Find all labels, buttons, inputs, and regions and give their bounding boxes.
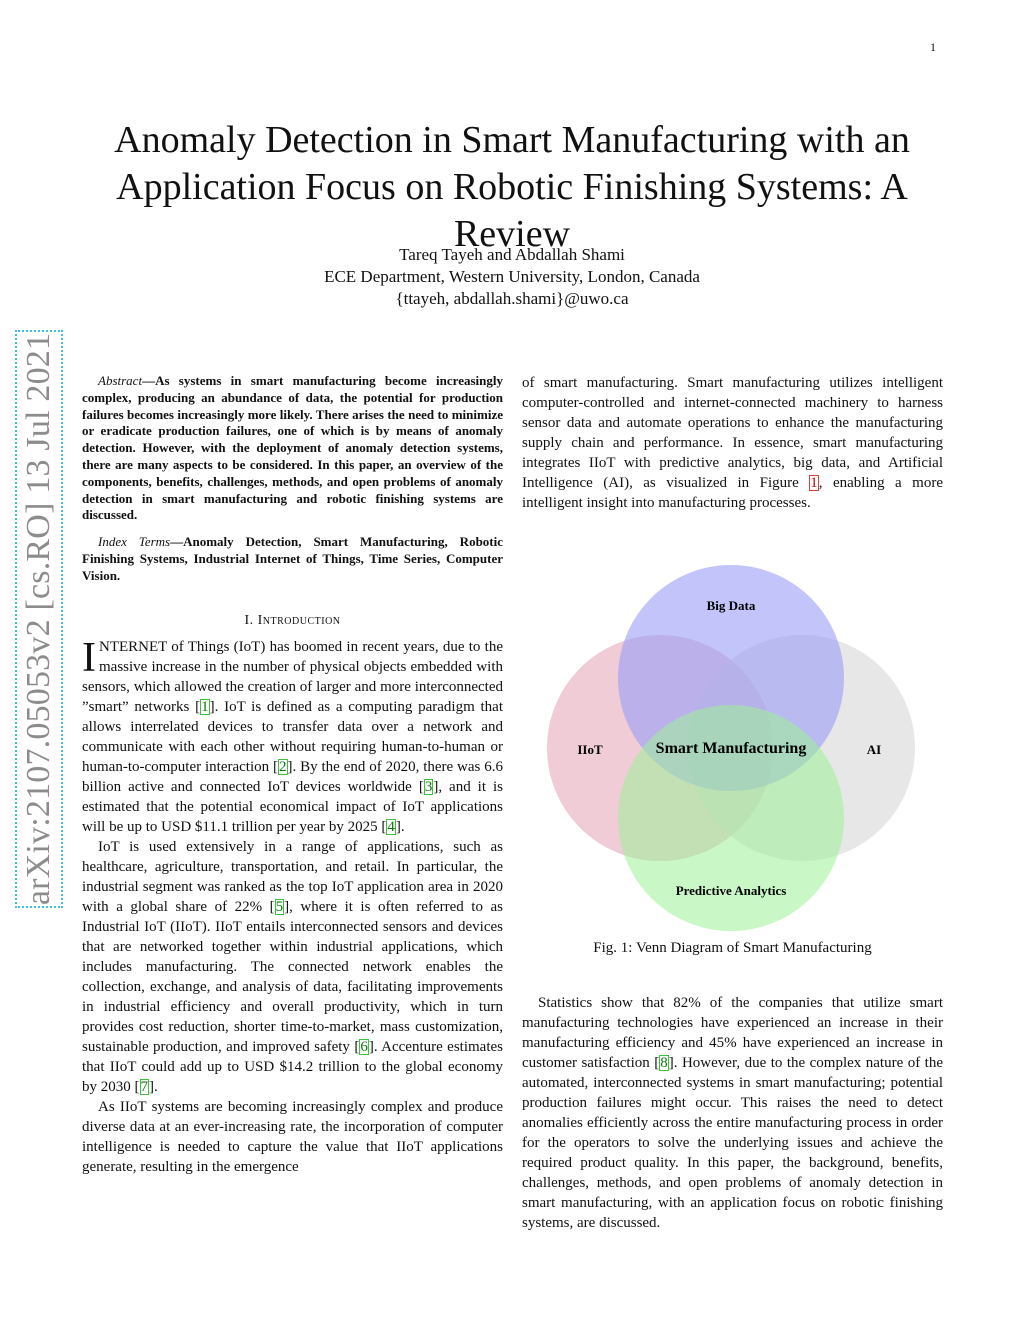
abstract-text: As systems in smart manufacturing become increasingly complex, producing an abundance of data, the potential for production failures becomes increasingly more likely. There arises the need to minimize or eradicate production failures, one of which is by means of anomaly detection. However, with the deployment of anomaly detection systems, there are many aspects to be considered. In this paper, an overview of the components, benefits, challenges, methods, and open problems of anomaly detection in smart manufacturing and robotic finishing systems are discussed. <box>82 373 503 523</box>
citation-link[interactable]: 5 <box>275 898 284 915</box>
venn-diagram-figure <box>540 560 930 940</box>
page-number: 1 <box>930 40 936 54</box>
citation-link[interactable]: 4 <box>387 818 395 835</box>
title-line: Application Focus on Robotic Finishing Systems: A <box>116 166 908 209</box>
label-iiot: IIoT <box>577 742 603 757</box>
citation-link[interactable]: 7 <box>140 1078 148 1095</box>
citation-link[interactable]: 1 <box>201 698 209 715</box>
text-run: . However, due to the complex nature of the automated, interconnected systems in smart manufacturing; potential production failures might occur. This raises the need to detect anomalies efficiently across the entire manufacturing process in order for the operators to solve the underlying issues and achieve the required product quality. In this paper, the background, benefits, challenges, methods, and open problems of anomaly detection in smart manufacturing, with an application focus on robotic finishing systems, are discussed. <box>522 1055 943 1231</box>
figure-reference-link[interactable]: 1 <box>810 475 818 491</box>
intro-paragraph-3: As IIoT systems are becoming increasingly complex and produce diverse data at an ever-increasing rate, the incorporation of computer intelligence is needed to capture the value that IIoT applications generate, resulting in the emergence <box>82 1098 503 1175</box>
text-run: NTERNET of Things (IoT) has boomed in recent years, due to the massive increase in the number of physical objects embedded with sensors, which allowed the creation of larger and more interconnected ”smart” networks <box>82 638 503 715</box>
venn-diagram <box>540 560 930 940</box>
citation-link[interactable]: 2 <box>279 758 287 775</box>
author-affiliation: ECE Department, Western University, London, Canada <box>324 267 700 286</box>
text-run: , enabling a more intelligent insight into manufacturing processes. <box>522 475 943 511</box>
text-run: , and it is estimated that the potential economical impact of IoT applications will be up to USD $11.1 trillion per year by 2025 <box>82 778 503 835</box>
label-ai: AI <box>866 742 882 757</box>
text-run: of smart manufacturing. Smart manufacturing utilizes intelligent computer-controlled and internet-connected machinery to harness sensor data and automate operations to enhance the manufacturing supply chain and performance. In essence, smart manufacturing integrates IIoT with predictive analytics, big data, and Artificial Intelligence (AI), as visualized in Figure <box>522 375 943 491</box>
citation-link[interactable]: 3 <box>424 778 433 795</box>
abstract: Abstract—As systems in smart manufacturing become increasingly complex, producing an abundance of data, the potential for production failures becomes increasingly more likely. There arises the need to minimize or eradicate production failures, one of which is by means of anomaly detection. However, with the deployment of anomaly detection systems, there are many aspects to be considered. In this paper, an overview of the components, benefits, challenges, methods, and open problems of anomaly detection in smart manufacturing and robotic finishing systems are discussed. <box>82 373 503 523</box>
text-run: . By the end of 2020, there was 6.6 billion active and connected IoT devices worldwide <box>82 758 503 795</box>
text-run: . <box>154 1078 158 1095</box>
index-terms: Index Terms—Anomaly Detection, Smart Manufacturing, Robotic Finishing Systems, Industrial Internet of Things, Time Series, Computer Vision. <box>82 534 504 583</box>
section-heading <box>82 611 503 631</box>
text-run: . <box>400 818 405 835</box>
citation-link[interactable]: 8 <box>660 1055 668 1071</box>
figure-caption: Fig. 1: Venn Diagram of Smart Manufacturing <box>593 940 872 956</box>
statistics-paragraph: Statistics show that 82% of the companies that utilize smart manufacturing technologies have experienced an increase in their manufacturing efficiency and 45% have experienced an increase in customer satisfaction [8]. However, due to the complex nature of the automated, interconnected systems in smart manufacturing; potential production failures might occur. This raises the need to detect anomalies efficiently across the entire manufacturing process in order for the operators to solve the underlying issues and achieve the required product quality. In this paper, the background, benefits, challenges, methods, and open problems of anomaly detection in smart manufacturing, with an application focus on robotic finishing systems, are discussed. <box>522 995 943 1231</box>
paper-title <box>60 117 964 258</box>
index-terms-text: Anomaly Detection, Smart Manufacturing, Robotic Finishing Systems, Industrial Internet of Things, Time Series, Computer Vision. <box>82 534 504 583</box>
intro-paragraph-1: INTERNET of Things (IoT) has boomed in recent years, due to the massive increase in the number of physical objects embedded with sensors, which allowed the creation of larger and more interconnected ”smart” networks [1]. IoT is defined as a computing paradigm that allows interrelated devices to transfer data over a network and communicate with each other without requiring human-to-human or human-to-computer interaction [2]. By the end of 2020, there was 6.6 billion active and connected IoT devices worldwide [3], and it is estimated that the potential economical impact of IoT applications will be up to USD $11.1 trillion per year by 2025 [4]. <box>82 634 503 835</box>
label-big-data: Big Data <box>706 598 756 613</box>
title-line: Anomaly Detection in Smart Manufacturing with an <box>114 119 910 162</box>
abstract-label: Abstract <box>98 373 143 388</box>
label-predictive-analytics: Predictive Analytics <box>675 883 787 898</box>
intro-paragraph-2: IoT is used extensively in a range of applications, such as healthcare, agriculture, transportation, and retail. In particular, the industrial segment was ranked as the top IoT application area in 2020 with a global share of 22% [5], where it is often referred to as Industrial IoT (IIoT). IIoT entails interconnected sensors and devices that are networked together within industrial applications, which includes manufacturing. The connected network enables the collection, exchange, and analysis of data, facilitating improvements in industrial efficiency and overall productivity, which in turn provides cost reduction, shorter time-to-market, mass customization, sustainable production, and improved safety [6]. Accenture estimates that IIoT could add up to USD $14.2 trillion to the global economy by 2030 [7]. <box>82 838 503 1095</box>
text-run: . IoT is defined as a computing paradigm that allows interrelated devices to transfer data over a network and communicate with each other without requiring human-to-human or human-to-computer interaction <box>82 698 503 775</box>
text-run: . Accenture estimates that IIoT could add up to USD $14.2 trillion to the global economy by 2030 <box>82 1038 503 1095</box>
label-smart-manufacturing: Smart Manufacturing <box>655 740 807 757</box>
text-run: IoT is used extensively in a range of applications, such as healthcare, agriculture, transportation, and retail. In particular, the industrial segment was ranked as the top IoT application area in 2020 with a global share of 22% <box>82 838 503 915</box>
author-emails: {ttayeh, abdallah.shami}@uwo.ca <box>395 289 629 308</box>
left-column <box>82 373 503 1177</box>
index-terms-label: Index Terms <box>98 534 171 550</box>
section-title: Introduction <box>257 612 341 628</box>
citation-link[interactable]: 6 <box>360 1038 368 1055</box>
intro-paragraph-3-continued <box>522 373 943 513</box>
arxiv-stamp[interactable] <box>15 330 63 908</box>
title-line: Review <box>453 213 571 256</box>
drop-cap: I <box>82 634 96 681</box>
right-column-lower <box>522 993 943 1233</box>
text-run: Statistics show that 82% of the companies that utilize smart manufacturing technologies have experienced an increase in their manufacturing efficiency and 45% have experienced an increase in customer satisfaction <box>522 995 943 1071</box>
right-column <box>522 373 943 513</box>
author-names: Tareq Tayeh and Abdallah Shami <box>399 245 625 264</box>
text-run: , where it is often referred to as Industrial IoT (IIoT). IIoT entails interconnected sensors and devices that are networked together within industrial applications, which includes manufacturing. The connected network enables the collection, exchange, and analysis of data, facilitating improvements in industrial efficiency and overall productivity, which in turn provides cost reduction, shorter time-to-market, mass customization, sustainable production, and improved safety <box>82 898 503 1055</box>
arxiv-id[interactable]: arXiv:2107.05053v2 [cs.RO] 13 Jul 2021 <box>20 332 57 906</box>
author-block <box>212 244 812 310</box>
section-number: I. <box>244 612 254 628</box>
